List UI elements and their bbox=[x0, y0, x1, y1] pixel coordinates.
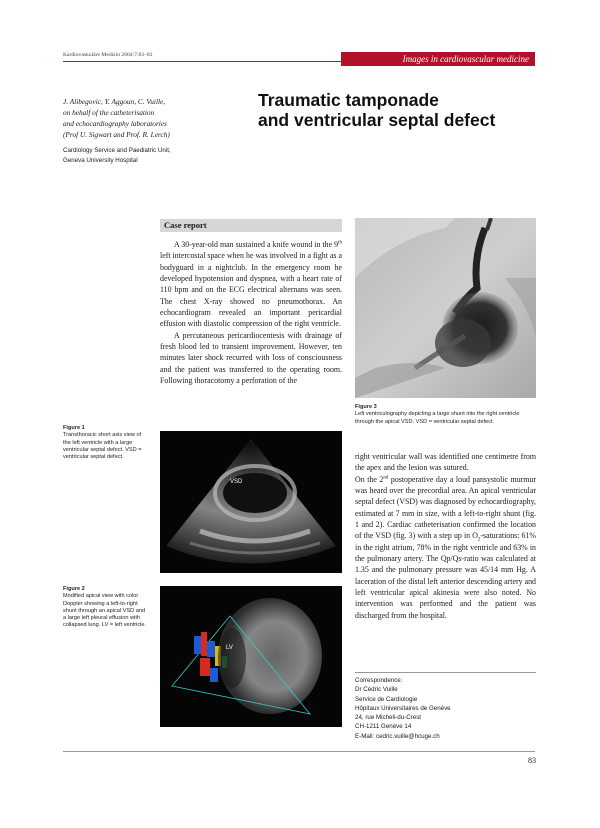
figure-1-caption bbox=[63, 425, 148, 461]
author-line: and echocardiography laboratories bbox=[63, 119, 167, 128]
superscript: nd bbox=[383, 475, 389, 481]
echo-short-axis-image bbox=[160, 431, 342, 573]
text-run: postoperative day a loud pansystolic murmur was heard over the precordial area. An apical ventricular septal defect (VSD) was diagnosed by echocardiography, estimated at 7 mm in size, with a left-to-right shunt (fig. 1 and 2). Cardiac catheterisation confirmed the location of the VSD (fig. 3) with a step up in O bbox=[355, 474, 536, 541]
correspondence-street: 24, rue Micheli-du-Crest bbox=[355, 714, 422, 722]
title-line: Traumatic tamponade bbox=[258, 90, 439, 110]
figure-label: Figure 3 bbox=[355, 404, 377, 410]
figure-1-echocardiogram bbox=[160, 431, 342, 573]
correspondence-email[interactable]: E-Mail: cedric.vuille@hcuge.ch bbox=[355, 732, 440, 740]
text-run: A 30-year-old man sustained a knife wound in the 9 bbox=[174, 240, 339, 249]
correspondence-hospital: Hôpitaux Universitaires de Genève bbox=[355, 704, 451, 712]
correspondence-heading: Correspondence: bbox=[355, 677, 403, 684]
superscript: th bbox=[338, 240, 342, 246]
footer-rule bbox=[63, 751, 535, 752]
article-title bbox=[258, 90, 548, 130]
text-run: -saturations: 61% in the right atrium, 78% in the right ventricle and 63% in the pulmonary artery. The Qp/Qs-ratio was calculated at 1.35 and the pulmonary pressure was 45/14 mm Hg. A laceration of the distal left anterior descending artery and left ventricular apical akinesia were also noted. No intervention was performed and the patient was discharged from the hospital. bbox=[355, 531, 536, 620]
affiliation-block bbox=[63, 146, 223, 166]
paragraph bbox=[355, 474, 536, 621]
correspondence-city: CH-1211 Genève 14 bbox=[355, 723, 412, 731]
affiliation-line: Geneva University Hospital bbox=[63, 157, 138, 164]
figure-label: Figure 1 bbox=[63, 425, 85, 431]
figure-label: Figure 2 bbox=[63, 586, 85, 592]
figure-3-caption bbox=[355, 404, 536, 426]
section-heading: Case report bbox=[160, 219, 342, 232]
subscript: 2 bbox=[477, 537, 481, 543]
author-line: on behalf of the catheterisation bbox=[63, 108, 155, 117]
title-line: and ventricular septal defect bbox=[258, 110, 496, 130]
journal-citation: Kardiovaskuläre Medizin 2004;7:83–83 bbox=[63, 52, 153, 58]
caption-text: Transthoracic short axis view of the left ventricle with a large ventricular septal defect. VSD = ventricular septal defect. bbox=[63, 432, 142, 461]
lv-label: LV bbox=[226, 645, 233, 651]
correspondence-name: Dr Cédric Vuille bbox=[355, 686, 398, 694]
page-number: 83 bbox=[528, 756, 536, 765]
body-column-right bbox=[355, 451, 536, 621]
section-banner: Images in cardiovascular medicine bbox=[341, 52, 535, 66]
caption-text: Modified apical view with color Doppler showing a left-to-right shunt through an apical VSD and a large left pleural effusion with collapsed lung. LV = left ventricle. bbox=[63, 593, 147, 629]
paragraph: A percutaneous pericardiocentesis with drainage of fresh blood led to transient improvement. However, ten minutes later shock recurred with loss of consciousness and the patient was transferred to the operating room. Following thoracotomy a perforation of the bbox=[160, 330, 342, 386]
author-line: (Prof U. Sigwart and Prof. R. Lerch) bbox=[63, 130, 170, 139]
author-block bbox=[63, 96, 223, 140]
angiogram-image bbox=[355, 218, 536, 398]
echo-doppler-image bbox=[160, 586, 342, 727]
text-run: left intercostal space when he was involved in a fight as a bodyguard in a nightclub. In the emergency room he developed hypotension and dyspnea, with a heart rate of 110 bpm and on the ECG electrical alternans was seen. The chest X-ray showed no pneumothorax. An echocardiogram revealed an important pericardial effusion with diastolic compression of the right ventricle. bbox=[160, 251, 342, 329]
figure-2-caption bbox=[63, 586, 148, 630]
paragraph: right ventricular wall was identified one centimetre from the apex and the lesion was sutured. bbox=[355, 452, 536, 473]
figure-2-doppler bbox=[160, 586, 342, 727]
vsd-label: VSD bbox=[230, 479, 243, 485]
correspondence-block bbox=[355, 672, 536, 741]
correspondence-dept: Service de Cardiologie bbox=[355, 695, 418, 703]
figure-3-angiogram bbox=[355, 218, 536, 398]
body-column-left bbox=[160, 239, 342, 386]
author-line: J. Alibegovic, Y. Aggoun, C. Vuille, bbox=[63, 97, 166, 106]
affiliation-line: Cardiology Service and Paediatric Unit, bbox=[63, 147, 171, 154]
paragraph bbox=[160, 239, 342, 330]
caption-text: Left ventriculography depicting a large shunt into the right ventricle through the apical VSD. VSD = ventricular septal defect. bbox=[355, 411, 520, 425]
text-run: On the 2 bbox=[355, 474, 384, 484]
correspondence-rule bbox=[355, 672, 536, 673]
